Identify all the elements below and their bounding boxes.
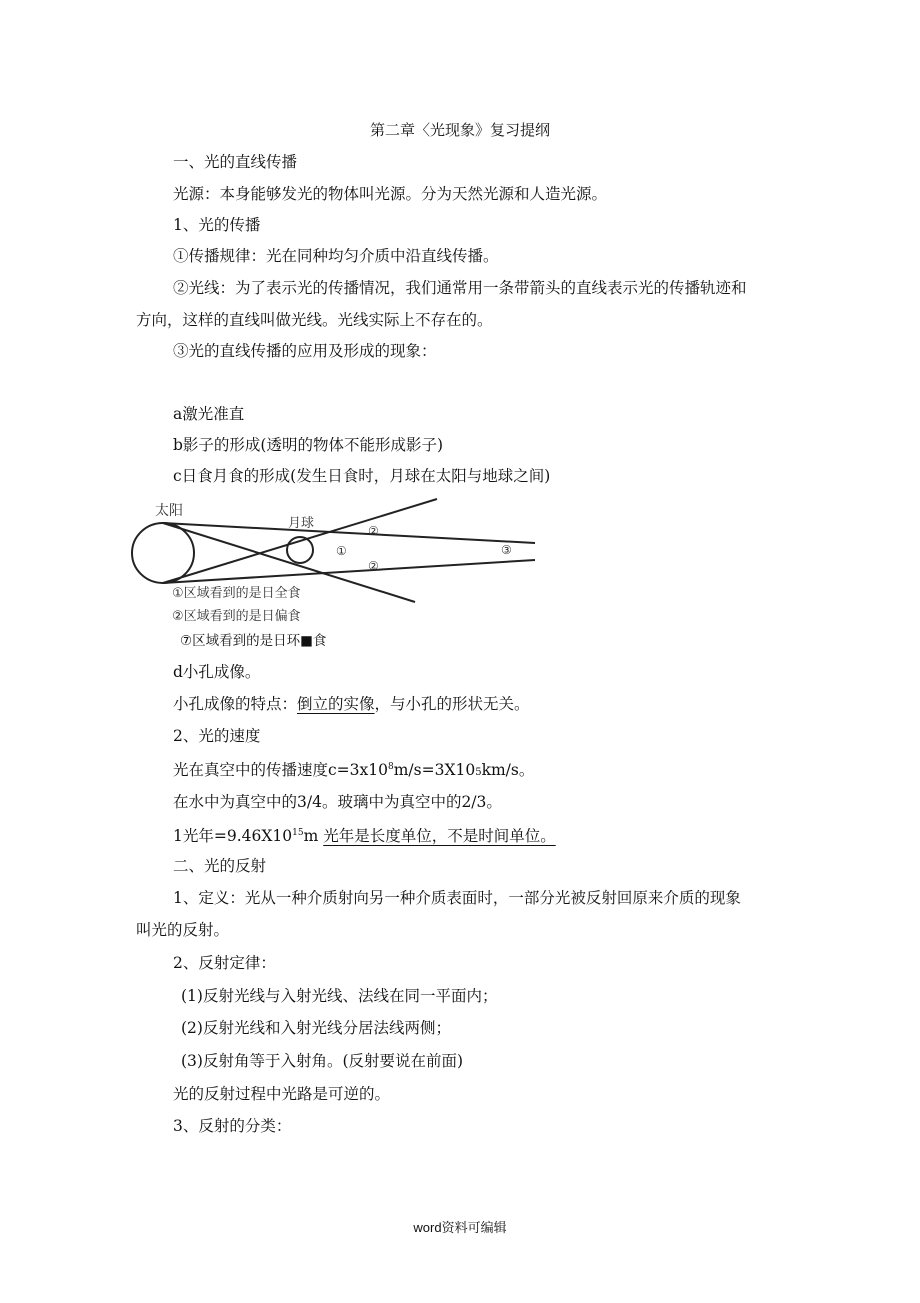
paragraph: ①传播规律：光在同种均匀介质中沿直线传播。	[173, 247, 499, 265]
paragraph	[173, 826, 556, 846]
sun-circle	[132, 523, 194, 583]
paragraph	[173, 760, 534, 783]
subheading: 2、反射定律：	[173, 954, 276, 972]
list-item: (3)反射角等于入射角。(反射要说在前面)	[181, 1052, 464, 1070]
page-title: 第二章〈光现象》复习提纲	[369, 121, 550, 139]
paragraph: ③光的直线传播的应用及形成的现象：	[173, 342, 437, 360]
caption-line: ②区域看到的是日偏食	[172, 609, 301, 624]
paragraph: 方向，这样的直线叫做光线。光线实际上不存在的。	[136, 311, 493, 329]
ray-line	[163, 560, 535, 583]
lightyear-unit: m	[303, 827, 319, 845]
region-2-top-label: ②	[368, 524, 379, 538]
paragraph: 光源：本身能够发光的物体叫光源。分为天然光源和人造光源。	[173, 185, 608, 203]
pinhole-suffix: ，与小孔的形状无关。	[374, 695, 530, 713]
pinhole-underlined: 倒立的实像	[297, 695, 375, 713]
solar-eclipse-diagram	[125, 494, 555, 656]
list-item: a激光准直	[173, 405, 245, 423]
subheading: 2、光的速度	[173, 727, 261, 745]
sun-label: 太阳	[155, 503, 183, 519]
paragraph	[173, 694, 530, 714]
pinhole-prefix: 小孔成像的特点：	[173, 695, 298, 713]
ray-line	[163, 499, 437, 583]
subheading: 1、光的传播	[173, 216, 261, 234]
speed-exponent: 8	[388, 762, 394, 772]
speed-suffix: km/s。	[481, 761, 535, 779]
list-item: (1)反射光线与入射光线、法线在同一平面内；	[181, 987, 498, 1005]
moon-label: 月球	[288, 516, 315, 531]
list-item: d小孔成像。	[173, 663, 261, 681]
lightyear-prefix: 1光年=9.46X10	[173, 827, 293, 845]
region-3-label: ③	[501, 543, 512, 557]
paragraph: 光的反射过程中光路是可逆的。	[173, 1085, 391, 1103]
page-footer: word资料可编辑	[413, 1220, 507, 1235]
paragraph: 叫光的反射。	[136, 921, 230, 939]
list-item: (2)反射光线和入射光线分居法线两侧；	[181, 1019, 451, 1037]
region-2-bottom-label: ②	[368, 559, 379, 573]
lightyear-note: 光年是长度单位，不是时间单位。	[323, 827, 556, 845]
section-heading: 二、光的反射	[173, 857, 267, 875]
caption-line: ⑦区域看到的是日环■食	[180, 633, 327, 649]
paragraph: ②光线：为了表示光的传播情况，我们通常用一条带箭头的直线表示光的传播轨迹和	[173, 279, 747, 297]
region-1-label: ①	[336, 544, 347, 558]
paragraph: 1、定义：光从一种介质射向另一种介质表面时，一部分光被反射回原来介质的现象	[173, 889, 741, 907]
list-item: c日食月食的形成(发生日食时，月球在太阳与地球之间)	[173, 467, 551, 485]
speed-mid: m/s=3X10	[393, 761, 476, 779]
speed-prefix: 光在真空中的传播速度c=3x10	[173, 761, 388, 779]
paragraph: 在水中为真空中的3/4。玻璃中为真空中的2/3。	[173, 793, 502, 811]
speed-exponent-2: 5	[475, 767, 482, 778]
list-item: b影子的形成(透明的物体不能形成影子)	[173, 436, 444, 454]
section-heading: 一、光的直线传播	[173, 153, 298, 171]
subheading: 3、反射的分类：	[173, 1117, 292, 1135]
caption-line: ①区域看到的是日全食	[172, 586, 301, 601]
lightyear-exponent: 15	[292, 828, 304, 838]
